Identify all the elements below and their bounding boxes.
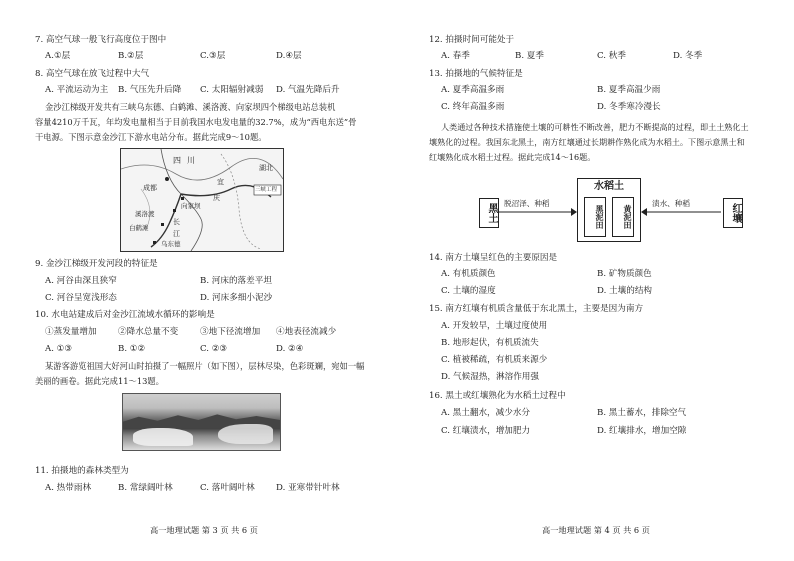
- map-label-si: 四: [173, 156, 181, 165]
- q16-option-d[interactable]: D. 红壤排水，增加空隙: [597, 426, 687, 436]
- q9-option-b[interactable]: B. 河床的落差平坦: [200, 276, 272, 286]
- map-label-hubei: 湖北: [259, 164, 273, 172]
- soil-ripening-diagram: [477, 178, 767, 244]
- red-soil-box: 红壤: [723, 198, 743, 228]
- q10-item-1: ①蒸发量增加: [45, 327, 97, 337]
- q10-option-c[interactable]: C. ②③: [200, 344, 228, 354]
- q16-option-b[interactable]: B. 黑土蓄水，排除空气: [597, 408, 687, 418]
- q14-option-d[interactable]: D. 土壤的结构: [597, 286, 653, 296]
- black-soil-box: 黑土: [479, 198, 499, 228]
- q12-option-a[interactable]: A. 春季: [441, 51, 470, 61]
- q8-option-c[interactable]: C. 太阳辐射减弱: [200, 85, 264, 95]
- q12-option-c[interactable]: C. 秋季: [597, 51, 626, 61]
- q16-stem: 16. 黑土或红壤熟化为水稻土过程中: [429, 391, 566, 401]
- map-label-xiangjiaba: 向家坝: [181, 202, 201, 210]
- q14-option-c[interactable]: C. 土壤的湿度: [441, 286, 496, 296]
- q9-option-d[interactable]: D. 河床多细小泥沙: [200, 293, 273, 303]
- q10-item-2: ②降水总量不变: [118, 327, 179, 337]
- intro3-line-1: 人类通过各种技术措施使土壤的可耕性不断改善，肥力不断提高的过程，即土土熟化土: [441, 122, 749, 132]
- q14-stem: 14. 南方土壤呈红色的主要原因是: [429, 253, 558, 263]
- q10-item-4: ④地表径流减少: [276, 327, 337, 337]
- page-4-footer: 高一地理试题 第 4 页 共 6 页: [542, 525, 650, 535]
- q11-option-d[interactable]: D. 亚寒带针叶林: [276, 483, 340, 493]
- q12-option-b[interactable]: B. 夏季: [515, 51, 544, 61]
- q13-stem: 13. 拍摄地的气候特征是: [429, 69, 523, 79]
- q13-option-c[interactable]: C. 终年高温多雨: [441, 102, 505, 112]
- q8-stem: 8. 高空气球在放飞过程中大气: [35, 69, 150, 79]
- map-label-chuan: 川: [187, 156, 195, 165]
- intro3-line-3: 红壤熟化成水稻土过程。据此完成14～16题。: [429, 152, 596, 162]
- q11-option-c[interactable]: C. 落叶阔叶林: [200, 483, 255, 493]
- q14-option-a[interactable]: A. 有机质颜色: [441, 269, 496, 279]
- q11-option-a[interactable]: A. 热带雨林: [45, 483, 92, 493]
- q9-stem: 9. 金沙江梯级开发河段的特征是: [35, 259, 158, 269]
- q7-option-b[interactable]: B.②层: [118, 51, 144, 61]
- q9-option-a[interactable]: A. 河谷由深且狭窄: [45, 276, 117, 286]
- q10-item-3: ③地下径流增加: [200, 327, 261, 337]
- q10-option-a[interactable]: A. ①③: [45, 344, 73, 354]
- intro1-line-2: 容量4210万千瓦，年均发电量相当于目前我国水电发电量的32.7%，成为“西电东送”骨: [35, 117, 357, 127]
- paddy-soil-title: 水稻土: [594, 181, 624, 192]
- map-label-baihetan: 白鹤滩: [129, 224, 149, 232]
- q8-option-b[interactable]: B. 气压先升后降: [118, 85, 182, 95]
- map-label-wudongde: 乌东德: [161, 240, 181, 248]
- q8-option-a[interactable]: A. 平流运动为主: [45, 85, 109, 95]
- map-label-chengdu: 成都: [143, 184, 157, 192]
- q16-option-c[interactable]: C. 红壤渍水，增加肥力: [441, 426, 531, 436]
- jinsha-river-map: [120, 148, 284, 252]
- map-label-chang: 长: [173, 218, 180, 226]
- paddy-soil-box: [577, 178, 641, 242]
- forest-photo: [122, 393, 281, 451]
- q15-option-b[interactable]: B. 地形起伏，有机质流失: [441, 338, 539, 348]
- q10-option-d[interactable]: D. ②④: [276, 344, 304, 354]
- page-3-footer: 高一地理试题 第 3 页 共 6 页: [150, 525, 258, 535]
- q10-stem: 10. 水电站建成后对金沙江流域水循环的影响是: [35, 310, 215, 320]
- q13-option-a[interactable]: A. 夏季高温多雨: [441, 85, 505, 95]
- intro2-line-1: 某游客游览祖国大好河山时拍摄了一幅照片（如下图），层林尽染，色彩斑斓，宛如一幅: [45, 361, 365, 371]
- q16-option-a[interactable]: A. 黑土翻水，减少水分: [441, 408, 531, 418]
- map-label-sanxia: 三峡工程: [255, 187, 278, 193]
- intro1-line-3: 干电源。下图示意金沙江下游水电站分布。据此完成9～10题。: [35, 132, 267, 142]
- q11-option-b[interactable]: B. 常绿阔叶林: [118, 483, 173, 493]
- q15-option-a[interactable]: A. 开发较早，土壤过度使用: [441, 321, 548, 331]
- yellow-mud-field-box: 黄泥田: [612, 197, 634, 237]
- intro3-line-2: 壤熟化的过程。我国东北黑土，南方红壤通过长期耕作熟化成为水稻土。下图示意黑土和: [429, 137, 745, 147]
- q10-option-b[interactable]: B. ①②: [118, 344, 146, 354]
- q13-option-d[interactable]: D. 冬季寒冷漫长: [597, 102, 661, 112]
- q7-option-c[interactable]: C.③层: [200, 51, 226, 61]
- q14-option-b[interactable]: B. 矿物质颜色: [597, 269, 652, 279]
- q15-option-d[interactable]: D. 气候湿热，淋溶作用强: [441, 372, 539, 382]
- q15-stem: 15. 南方红壤有机质含量低于东北黑土，主要是因为南方: [429, 304, 644, 314]
- map-label-qing: 庆: [213, 194, 220, 202]
- page-4: [397, 0, 794, 561]
- map-label-xiluodu: 溪洛渡: [135, 210, 155, 218]
- q15-option-c[interactable]: C. 植被稀疏，有机质来源少: [441, 355, 548, 365]
- q11-stem: 11. 拍摄地的森林类型为: [35, 466, 129, 476]
- left-arrow-label: 脱沼泽、种稻: [504, 199, 550, 208]
- intro2-line-2: 美丽的画卷。据此完成11～13题。: [35, 376, 164, 386]
- q13-option-b[interactable]: B. 夏季高温少雨: [597, 85, 661, 95]
- q8-option-d[interactable]: D. 气温先降后升: [276, 85, 340, 95]
- q12-stem: 12. 拍摄时间可能处于: [429, 35, 515, 45]
- black-mud-field-box: 黑泥田: [584, 197, 606, 237]
- right-arrow-label: 渍水、种稻: [652, 199, 690, 208]
- map-label-yi: 宜: [217, 178, 224, 186]
- q12-option-d[interactable]: D. 冬季: [673, 51, 703, 61]
- map-label-jiang: 江: [173, 230, 180, 238]
- q7-option-d[interactable]: D.④层: [276, 51, 302, 61]
- q9-option-c[interactable]: C. 河谷呈宽浅形态: [45, 293, 117, 303]
- q7-option-a[interactable]: A.①层: [45, 51, 71, 61]
- q7-stem: 7. 高空气球一般飞行高度位于图中: [35, 35, 167, 45]
- intro1-line-1: 金沙江梯级开发共有三峡乌东德、白鹤滩、溪洛渡、向家坝四个梯级电站总装机: [45, 102, 336, 112]
